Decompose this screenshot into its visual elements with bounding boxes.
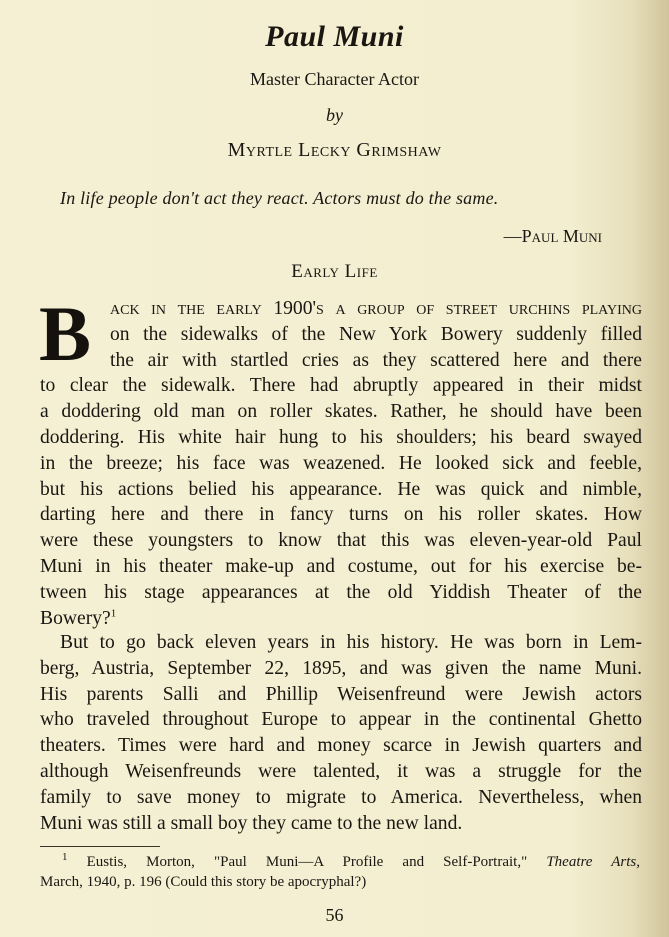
paragraph-line: although Weisenfreunds were talented, it was a struggle for the <box>40 760 642 782</box>
paragraph-line <box>40 606 642 632</box>
paragraph-line: ack in the early 1900's a group of street urchins playing <box>110 298 642 319</box>
article-subtitle: Master Character Actor <box>250 69 419 89</box>
footnote <box>40 852 640 892</box>
paragraph-line: berg, Austria, September 22, 1895, and was given the name Muni. <box>40 657 642 679</box>
footnote-line: March, 1940, p. 196 (Could this story be apocryphal?) <box>40 874 367 890</box>
paragraph-line: were these youngsters to know that this was eleven-year-old Paul <box>40 530 642 552</box>
paragraph-line: family to save money to migrate to America. Nevertheless, when <box>40 786 642 808</box>
paragraph-birth <box>40 630 642 836</box>
footnote-text: Eustis, Morton, "Paul Muni—A Profile and Self-Portrait," <box>86 854 547 870</box>
paragraph-line: Muni in his theater make-up and costume, out for his exercise be- <box>40 555 642 577</box>
paragraph-line: who traveled throughout Europe to appear in the continental Ghetto <box>40 709 642 731</box>
drop-cap: B <box>39 290 92 377</box>
section-heading: Early Life <box>291 261 378 282</box>
paragraph-line: but his actions belied his appearance. He was quick and nimble, <box>40 478 642 500</box>
article-title: Paul Muni <box>265 20 404 53</box>
author-name: Myrtle Lecky Grimshaw <box>227 139 442 161</box>
epigraph-quote: In life people don't act they react. Actors must do the same. <box>60 188 499 208</box>
paragraph-line: to clear the sidewalk. There had abruptly appeared in their midst <box>40 375 642 397</box>
paragraph-line: on the sidewalks of the New York Bowery suddenly filled <box>110 323 642 345</box>
paragraph-line: Muni was still a small boy they came to the new land. <box>40 812 463 834</box>
paragraph-line: the air with startled cries as they scattered here and there <box>110 349 642 371</box>
byline-by: by <box>326 105 343 125</box>
footnote-line <box>40 852 640 872</box>
paragraph-line: in the breeze; his face was weazened. He looked sick and feeble, <box>40 452 642 474</box>
footnote-divider <box>40 846 160 847</box>
paragraph-line: His parents Salli and Phillip Weisenfreund were Jewish actors <box>40 683 642 705</box>
epigraph-attribution: —Paul Muni <box>503 226 602 246</box>
paragraph-line: a doddering old man on roller skates. Rather, he should have been <box>40 401 642 423</box>
paragraph-line: But to go back eleven years in his history. He was born in Lem- <box>60 632 642 653</box>
paragraph-line: doddering. His white hair hung to his shoulders; his beard swayed <box>40 426 642 448</box>
footnote-marker: 1 <box>62 851 68 863</box>
footnote-reference: 1 <box>110 607 117 620</box>
paragraph-early-life <box>39 290 642 631</box>
paragraph-line: tween his stage appearances at the old Yiddish Theater of the <box>40 581 642 603</box>
page-number: 56 <box>325 905 344 925</box>
paragraph-line: theaters. Times were hard and money scarce in Jewish quarters and <box>40 735 642 757</box>
paragraph-line-text: Bowery? <box>40 607 111 629</box>
paragraph-line: darting here and there in fancy turns on his roller skates. How <box>40 504 642 526</box>
footnote-journal: Theatre Arts, <box>546 854 641 870</box>
